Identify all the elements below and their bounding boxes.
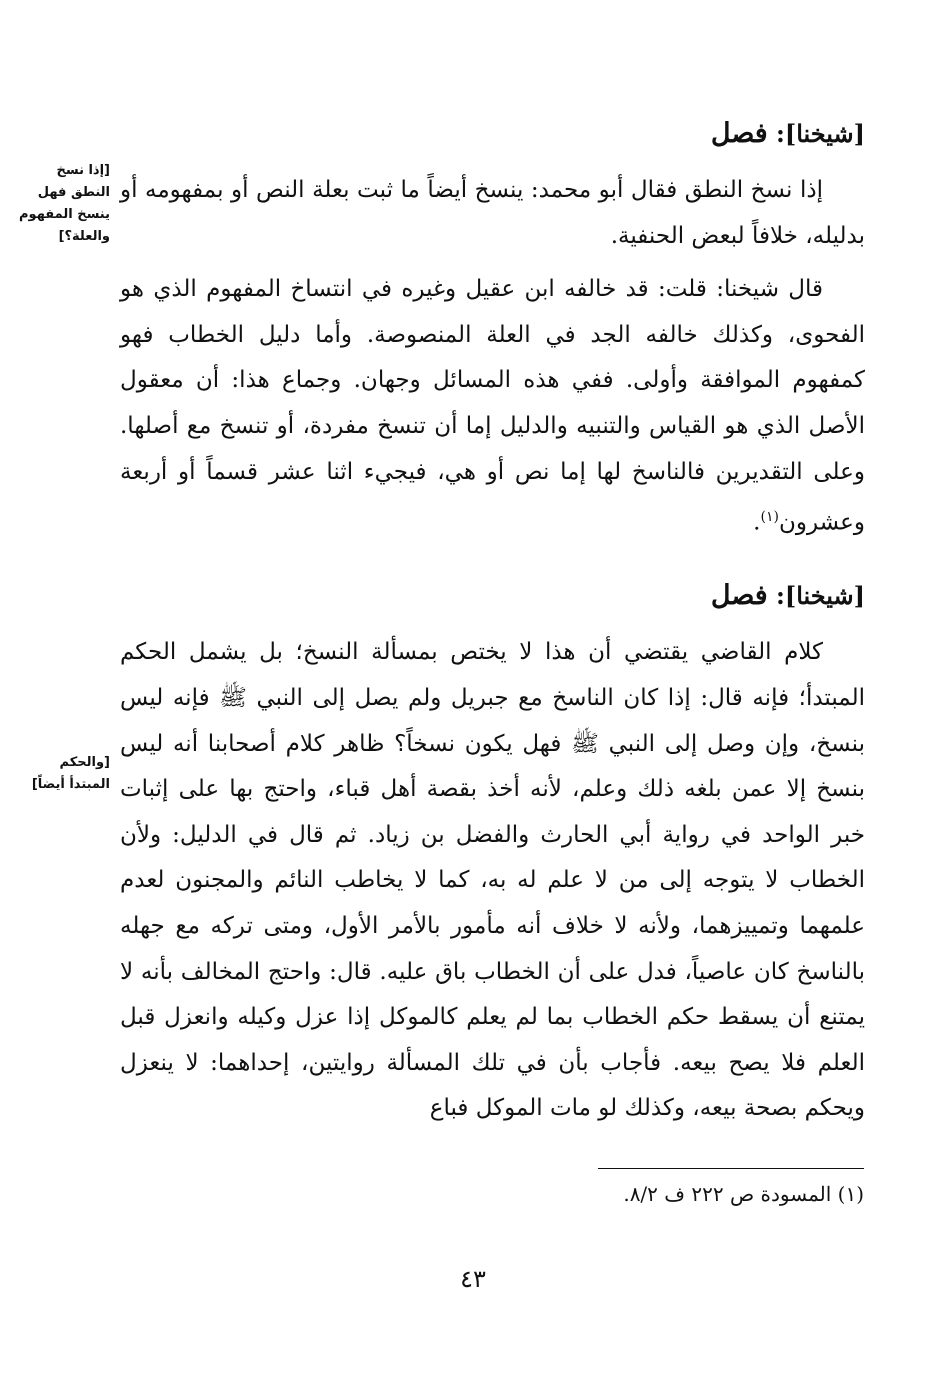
page-number: ٤٣ bbox=[460, 1265, 486, 1293]
paragraph-2-text: قال شيخنا: قلت: قد خالفه ابن عقيل وغيره في انتساخ المفهوم الذي هو الفحوى، وكذلك خالفه الجد في العلة المنصوصة. وأما دليل الخطاب فهو كمفهوم الموافقة وأولى. ففي هذه المسائل وجهان. وجماع هذا: أن معقول الأصل الذي هو القياس والتنبيه والدليل إما أن تنسخ مفردة، أو تنسخ مع أصلها. وعلى التقديرين فالناسخ لها إما نص أو هي، فيجيء اثنا عشر قسماً أو أربعة وعشرون bbox=[120, 276, 865, 536]
paragraph-2-end: . bbox=[753, 509, 761, 536]
paragraph-3: كلام القاضي يقتضي أن هذا لا يختص بمسألة النسخ؛ بل يشمل الحكم المبتدأ؛ فإنه قال: إذا كان الناسخ مع جبريل ولم يصل إلى النبي ﷺ فإنه ليس بنسخ، وإن وصل إلى النبي ﷺ فهل يكون نسخاً؟ ظاهر كلام أصحابنا أنه ليس بنسخ إلا عمن بلغه ذلك وعلم، لأنه أخذ بقصة أهل قباء، واحتج بها على إثبات خبر الواحد في رواية أبي الحارث والفضل بن زياد. ثم قال في الدليل: ولأن الخطاب لا يتوجه إلى من لا علم له به، كما لا يخاطب النائم والمجنون لعدم علمهما وتمييزهما، ولأنه لا خلاف أنه مأمور بالأمر الأول، ومتى تركه مع جهله بالناسخ كان عاصياً، فدل على أن الخطاب باق عليه. قال: واحتج المخالف بأنه لا يمتنع أن يسقط حكم الخطاب بما لم يعلم كالموكل إذا عزل وكيله وانعزل قبل العلم فلا يصح بيعه. فأجاب بأن في تلك المسألة روايتين، إحداهما: لا ينعزل ويحكم بصحة بيعه، وكذلك لو مات الموكل فباع bbox=[120, 639, 865, 1122]
footnote-ref: (١) bbox=[760, 509, 779, 526]
footnote: (١) المسودة ص ٢٢٢ ف ٨/٢. bbox=[623, 1182, 864, 1206]
footnote-divider bbox=[598, 1168, 864, 1169]
main-text bbox=[120, 112, 865, 1132]
paragraph-1: إذا نسخ النطق فقال أبو محمد: ينسخ أيضاً ما ثبت بعلة النص أو بمفهومه أو بدليله، خلافاً لبعض الحنفية. bbox=[120, 177, 865, 249]
section-heading-1 bbox=[120, 112, 865, 156]
paragraph-2 bbox=[120, 267, 865, 546]
margin-note-2: [والحكم المبتدأ أيضاً] bbox=[31, 755, 110, 792]
heading-word: فصل bbox=[710, 118, 768, 149]
margin-note-1: [إذا نسخ النطق فهل ينسخ المفهوم والعلة؟] bbox=[19, 163, 110, 244]
heading-word: فصل bbox=[710, 580, 768, 612]
heading-prefix: [شيخنا]: bbox=[776, 119, 865, 148]
section-heading-2 bbox=[120, 574, 865, 618]
heading-prefix: [شيخنا]: bbox=[776, 581, 865, 611]
